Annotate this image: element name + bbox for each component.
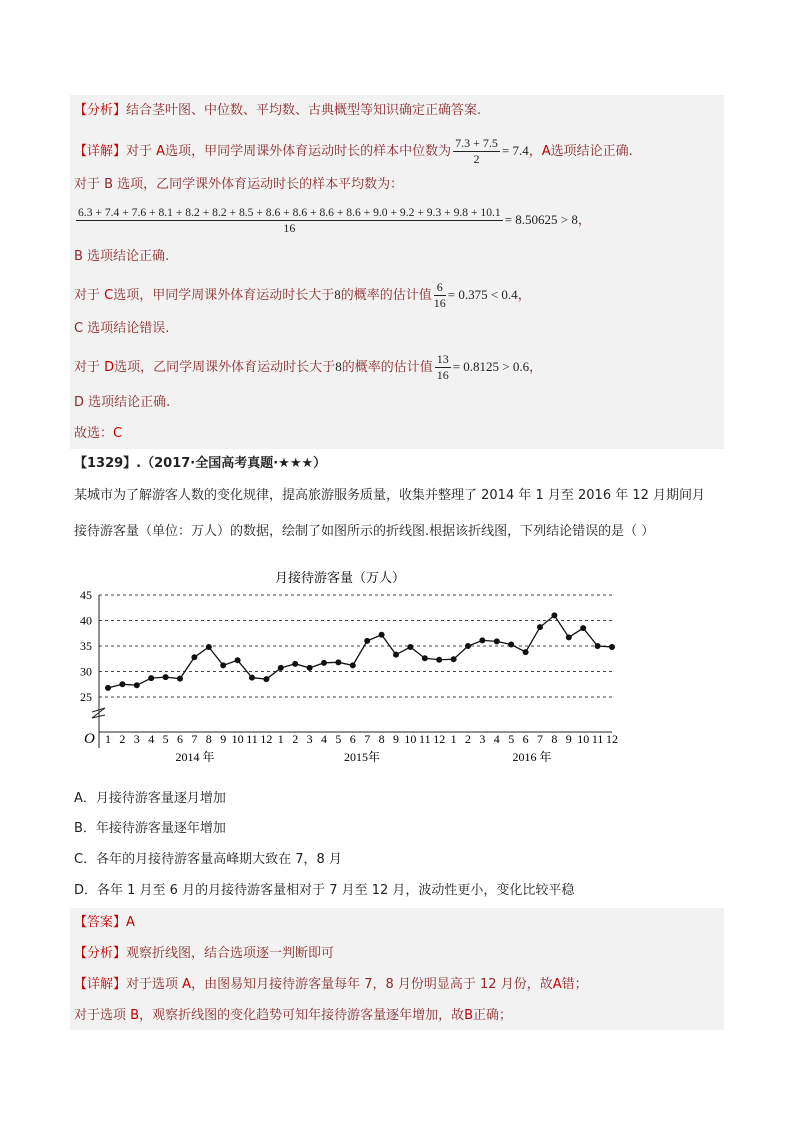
x-tick-label: 8 xyxy=(378,732,385,746)
x-tick-label: 2 xyxy=(292,732,299,746)
data-point xyxy=(566,634,572,640)
axis-break-marker xyxy=(92,708,105,718)
text: ，由图易知月接待游客量每年 7，8 月份明显高于 12 月份，故 xyxy=(191,977,553,992)
text: 错； xyxy=(561,977,588,992)
question-stem-line-2: 接待游客量（单位：万人）的数据，绘制了如图所示的折线图.根据该折线图，下列结论错误的是（ ） xyxy=(74,524,655,539)
y-tick-label: 45 xyxy=(80,588,92,602)
x-tick-label: 3 xyxy=(479,732,486,746)
data-point xyxy=(177,676,183,682)
text: ， xyxy=(529,360,543,375)
text: 选项结论正确. xyxy=(550,144,633,159)
series-line xyxy=(108,615,612,687)
year-label: 2014 年 xyxy=(175,750,215,764)
detail-c-conclusion: C 选项结论错误. xyxy=(74,321,170,336)
equation: = 0.8125 > 0.6 xyxy=(452,359,530,374)
x-tick-label: 11 xyxy=(591,732,604,746)
answer-value: A xyxy=(126,915,135,930)
data-point xyxy=(263,676,269,682)
text: 的概率的估计值 xyxy=(340,288,432,303)
analysis-text: 观察折线图，结合选项逐一判断即可 xyxy=(126,946,335,961)
option-ref: B xyxy=(130,1008,140,1023)
data-point xyxy=(105,685,111,691)
x-tick-label: 1 xyxy=(277,732,284,746)
x-tick-label: 1 xyxy=(105,732,111,746)
equation: = 0.375 < 0.4 xyxy=(447,287,518,302)
data-point xyxy=(350,662,356,668)
text: 选项，乙同学周课外体育运动时长大于 xyxy=(114,360,336,375)
text: 对于选项 xyxy=(74,1008,127,1023)
x-tick-label: 5 xyxy=(508,732,515,746)
analysis-text: 结合茎叶图、中位数、平均数、古典概型等知识确定正确答案. xyxy=(126,103,482,118)
text: 故选： xyxy=(74,426,114,441)
equation: = 8.50625 > 8 xyxy=(504,212,578,227)
analysis-label: 【分析】 xyxy=(74,946,127,961)
x-tick-label: 8 xyxy=(551,732,558,746)
option-ref: B xyxy=(464,1008,474,1023)
y-tick-label: 25 xyxy=(80,690,92,704)
y-tick-label: 40 xyxy=(80,613,92,628)
detail-b-line: 对于 B 选项，乙同学课外体育运动时长的样本平均数为： xyxy=(74,177,404,192)
choice-value: C xyxy=(113,426,123,441)
x-tick-label: 10 xyxy=(577,732,590,746)
numerator: 13 xyxy=(436,352,449,366)
data-point xyxy=(321,660,327,666)
data-point xyxy=(206,644,212,650)
detail2-line-1 xyxy=(74,974,588,996)
detail-d-line xyxy=(74,352,542,382)
data-point xyxy=(379,632,385,638)
data-point xyxy=(148,675,154,681)
detail-b-formula xyxy=(74,202,591,238)
detail2-line-2 xyxy=(74,1005,512,1027)
data-point xyxy=(551,612,557,618)
x-tick-label: 7 xyxy=(364,732,371,746)
data-point xyxy=(335,659,341,665)
x-tick-label: 7 xyxy=(537,732,543,746)
origin-label: O xyxy=(84,731,95,747)
y-tick-label: 30 xyxy=(80,664,92,679)
data-point xyxy=(292,661,298,667)
text: 对于 xyxy=(126,144,153,159)
numerator: 7.3 + 7.5 xyxy=(455,136,498,150)
data-point xyxy=(235,657,241,663)
x-tick-label: 8 xyxy=(205,732,212,746)
data-point xyxy=(278,665,284,671)
data-point xyxy=(465,643,471,649)
x-tick-label: 10 xyxy=(404,732,417,746)
line-chart xyxy=(0,560,794,790)
option-d: D．各年 1 月至 6 月的月接待游客量相对于 7 月至 12 月，波动性更小，变化比较平稳 xyxy=(74,883,575,898)
text: 选项，甲同学周课外体育运动时长的样本中位数为 xyxy=(165,144,452,159)
year-label: 2016 年 xyxy=(512,750,552,764)
text: 选项，甲同学周课外体育运动时长大于 xyxy=(113,288,335,303)
fraction-median xyxy=(453,136,500,167)
data-point xyxy=(134,682,140,688)
option-a-ref: A xyxy=(156,144,166,159)
detail-a-line xyxy=(74,136,633,166)
data-point xyxy=(364,638,370,644)
denominator: 16 xyxy=(283,221,296,235)
x-tick-label: 1 xyxy=(450,732,457,746)
detail-c-line xyxy=(74,280,531,310)
denominator: 16 xyxy=(433,296,446,310)
analysis-label: 【分析】 xyxy=(74,103,127,118)
answer-line xyxy=(74,912,135,934)
question-title: 【1329】.（2017·全国高考真题·★★★） xyxy=(74,456,327,471)
denominator: 16 xyxy=(436,368,449,382)
fraction-d xyxy=(435,352,451,383)
x-tick-label: 2 xyxy=(465,732,471,746)
x-tick-label: 12 xyxy=(606,732,618,746)
numerator: 6.3 + 7.4 + 7.6 + 8.1 + 8.2 + 8.2 + 8.5 + 8.6 + 8.6 + 8.6 + 8.6 + 9.0 + 9.2 + 9.3 + 9.8 + 10.1 xyxy=(78,206,501,219)
x-tick-label: 5 xyxy=(335,732,342,746)
data-point xyxy=(407,644,413,650)
data-point xyxy=(508,641,514,647)
data-point xyxy=(580,625,586,631)
x-tick-label: 9 xyxy=(220,732,227,746)
data-point xyxy=(479,637,485,643)
data-point xyxy=(220,662,226,668)
option-ref: A xyxy=(182,977,192,992)
fraction-mean xyxy=(76,205,503,236)
detail-label: 【详解】 xyxy=(74,977,127,992)
y-tick-label: 35 xyxy=(80,639,92,653)
denominator: 2 xyxy=(473,152,480,166)
chart-title: 月接待游客量（万人） xyxy=(274,571,406,586)
data-point xyxy=(393,652,399,658)
data-point xyxy=(537,624,543,630)
option-c-ref: C xyxy=(104,288,114,303)
data-point xyxy=(163,674,169,680)
numerator: 6 xyxy=(434,280,446,296)
choice-line xyxy=(74,423,122,445)
text: 对于 xyxy=(74,360,101,375)
x-tick-label: 12 xyxy=(260,732,273,746)
data-point xyxy=(523,649,529,655)
detail-b-conclusion: B 选项结论正确. xyxy=(74,249,170,264)
number: 8 xyxy=(334,287,341,302)
text: ， xyxy=(577,213,591,228)
x-tick-label: 2 xyxy=(119,732,126,746)
option-a: A．月接待游客量逐月增加 xyxy=(74,791,226,806)
analysis-line-2 xyxy=(74,943,334,965)
text: ， xyxy=(528,144,542,159)
answer-label: 【答案】 xyxy=(74,915,127,930)
text: ， xyxy=(517,288,531,303)
x-tick-label: 12 xyxy=(433,732,446,746)
text: 对于 xyxy=(74,288,101,303)
detail-d-conclusion: D 选项结论正确. xyxy=(74,395,171,410)
x-tick-label: 3 xyxy=(133,732,140,746)
question-stem-line-1: 某城市为了解游客人数的变化规律，提高旅游服务质量，收集并整理了 2014 年 1 月至 2016 年 12 月期间月 xyxy=(74,488,706,503)
year-label: 2015年 xyxy=(343,750,381,764)
x-tick-label: 6 xyxy=(522,732,529,746)
text: 的概率的估计值 xyxy=(341,360,433,375)
data-point xyxy=(307,665,313,671)
data-point xyxy=(119,681,125,687)
number: 8 xyxy=(335,359,342,374)
x-tick-label: 11 xyxy=(419,732,431,746)
x-tick-label: 6 xyxy=(349,732,356,746)
x-tick-label: 4 xyxy=(148,732,155,746)
x-tick-label: 4 xyxy=(493,732,500,746)
analysis-line-1 xyxy=(74,100,481,122)
data-point xyxy=(249,675,255,681)
text: ，观察折线图的变化趋势可知年接待游客量逐年增加，故 xyxy=(139,1008,465,1023)
data-point xyxy=(609,644,615,650)
data-point xyxy=(494,638,500,644)
x-tick-label: 10 xyxy=(231,732,244,746)
option-ref: A xyxy=(552,977,562,992)
option-b: B．年接待游客量逐年增加 xyxy=(74,821,226,836)
x-tick-label: 7 xyxy=(191,732,198,746)
x-tick-label: 6 xyxy=(177,732,183,746)
option-c: C．各年的月接待游客量高峰期大致在 7，8 月 xyxy=(74,852,342,867)
data-point xyxy=(436,657,442,663)
x-tick-label: 3 xyxy=(306,732,313,746)
x-tick-label: 11 xyxy=(246,732,258,746)
x-tick-label: 9 xyxy=(565,732,572,746)
option-d-ref: D xyxy=(104,360,115,375)
text: 对于选项 xyxy=(126,977,179,992)
fraction-c xyxy=(434,280,446,311)
x-tick-label: 4 xyxy=(321,732,327,746)
x-tick-label: 9 xyxy=(393,732,399,746)
option-a-ref: A xyxy=(541,144,551,159)
equation: = 7.4 xyxy=(501,143,529,158)
x-tick-label: 5 xyxy=(162,732,169,746)
data-point xyxy=(422,655,428,661)
text: 正确； xyxy=(473,1008,513,1023)
data-point xyxy=(191,654,197,660)
data-point xyxy=(451,656,457,662)
detail-label: 【详解】 xyxy=(74,144,127,159)
data-point xyxy=(595,643,601,649)
